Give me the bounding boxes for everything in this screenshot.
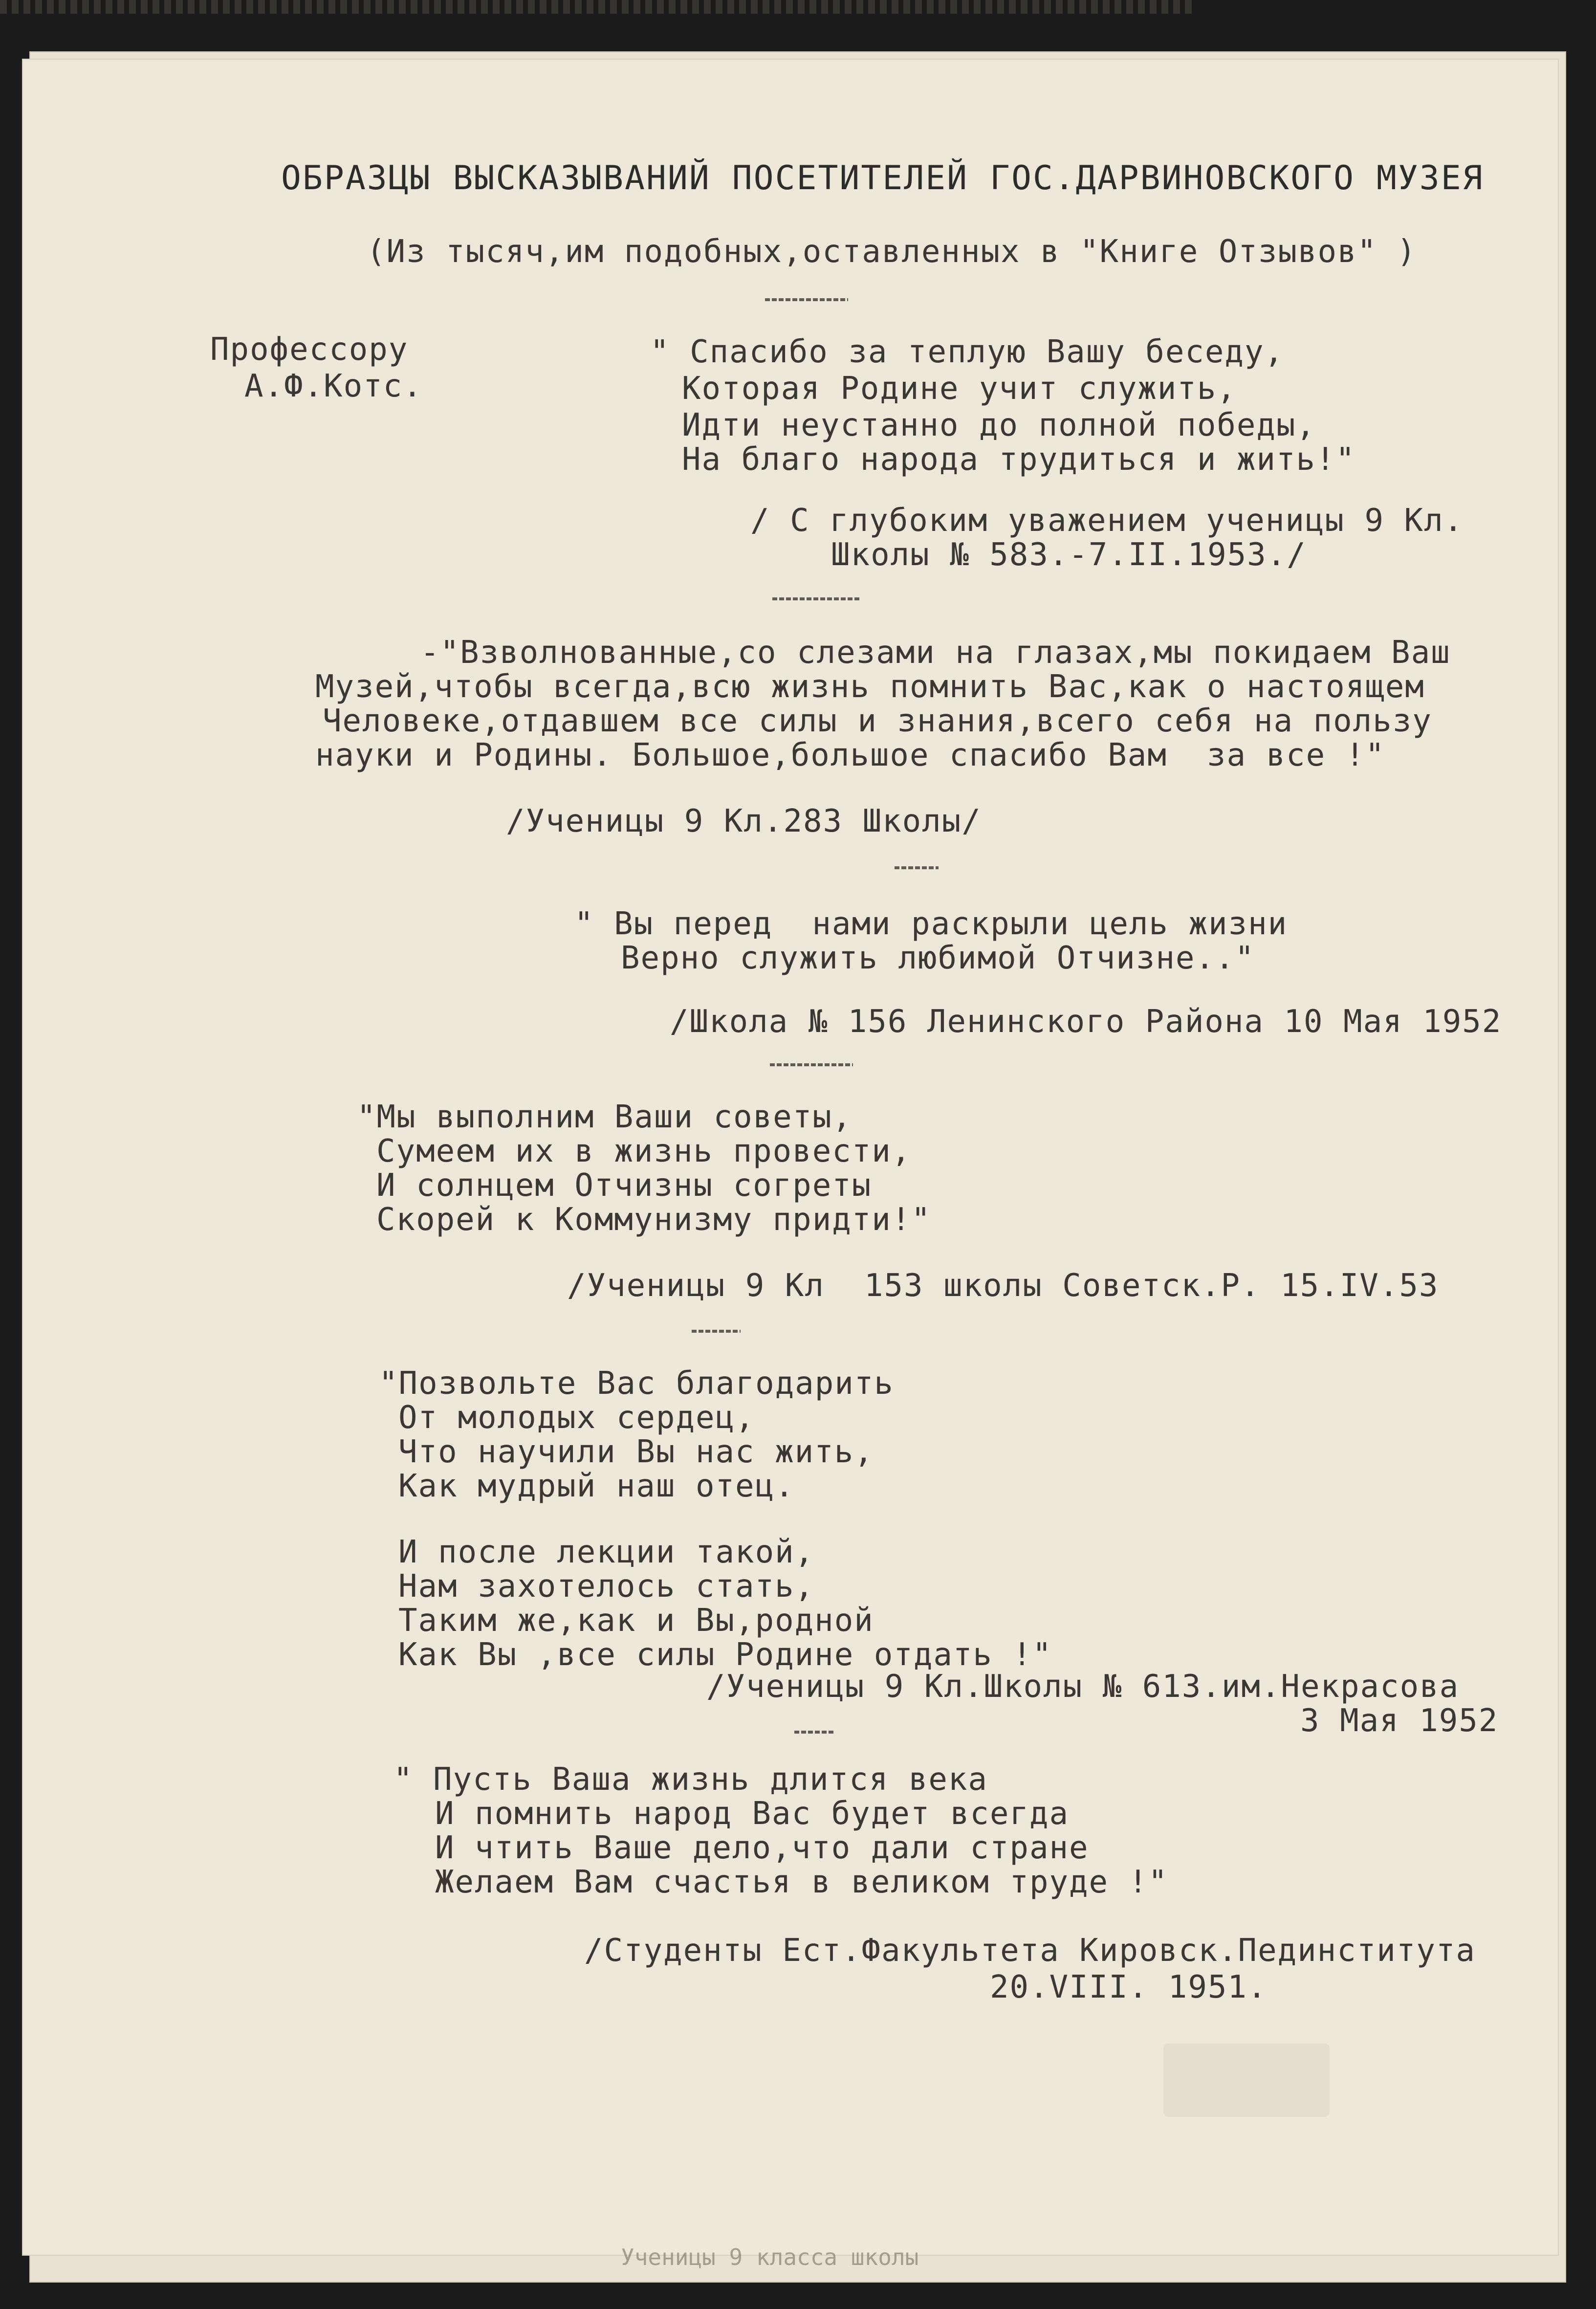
entry-line: "Позвольте Вас благодарить (379, 1365, 894, 1402)
separator (770, 1063, 853, 1066)
entry-signature: Школы № 583.-7.II.1953./ (831, 537, 1307, 573)
entry-line: Скорей к Коммунизму придти!" (376, 1202, 931, 1238)
bleed-through-text: Ученицы 9 класса школы (621, 2244, 919, 2270)
entry-line: И солнцем Отчизны согреты (376, 1167, 872, 1204)
entry-line: Желаем Вам счастья в великом труде !" (435, 1864, 1168, 1900)
entry-line: "Мы выполним Ваши советы, (357, 1099, 853, 1135)
entry-line: " Спасибо за теплую Вашу беседу, (650, 334, 1284, 370)
entry-line: науки и Родины. Большое,большое спасибо Вам за все !" (315, 737, 1385, 773)
entry-line: Таким же,как и Вы,родной (398, 1603, 874, 1639)
entry-line: " Пусть Ваша жизнь длится века (394, 1761, 988, 1798)
entry-line: -"Взволнованные,со слезами на глазах,мы покидаем Ваш (420, 635, 1451, 671)
document-subtitle: (Из тысяч,им подобных,оставленных в "Книге Отзывов" ) (367, 234, 1417, 270)
entry-line: Которая Родине учит служить, (682, 371, 1237, 407)
separator (794, 1731, 833, 1734)
entry-line: Человеке,отдавшем все силы и знания,всего себя на пользу (323, 703, 1432, 739)
entry-line: Верно служить любимой Отчизне.." (621, 940, 1255, 976)
separator (895, 866, 939, 869)
entry-line: И после лекции такой, (398, 1534, 815, 1570)
separator (765, 298, 848, 301)
entry-signature: 3 Мая 1952 (1300, 1703, 1499, 1739)
document-title: ОБРАЗЦЫ ВЫСКАЗЫВАНИЙ ПОСЕТИТЕЛЕЙ ГОС.ДАРВИНОВСКОГО МУЗЕЯ (281, 159, 1484, 198)
faded-stamp (1163, 2044, 1330, 2117)
entry-line: И чтить Ваше дело,что дали стране (435, 1830, 1089, 1866)
entry-signature: /Ученицы 9 Кл.Школы № 613.им.Некрасова (706, 1669, 1460, 1705)
entry-line: И помнить народ Вас будет всегда (435, 1796, 1069, 1832)
entry-line: Как мудрый наш отец. (398, 1468, 795, 1504)
entry-signature: 20.VIII. 1951. (990, 1969, 1268, 2005)
entry-line: Сумеем их в жизнь провести, (376, 1133, 912, 1169)
entry-line: Что научили Вы нас жить, (398, 1434, 874, 1470)
separator (692, 1330, 741, 1333)
entry-line: Идти неустанно до полной победы, (682, 407, 1316, 443)
entry-line: Нам захотелось стать, (398, 1568, 815, 1605)
entry-signature: /Школа № 156 Ленинского Района 10 Мая 1952 (670, 1004, 1502, 1040)
entry-line: От молодых сердец, (398, 1400, 755, 1436)
entry-signature: / С глубоким уважением ученицы 9 Кл. (750, 503, 1464, 539)
entry-signature: /Студенты Ест.Факультета Кировск.Пединститута (584, 1933, 1476, 1969)
entry-line: На благо народа трудиться и жить!" (682, 441, 1356, 478)
entry-signature: /Ученицы 9 Кл 153 школы Советск.Р. 15.IV.53 (567, 1268, 1439, 1304)
title-underline (0, 0, 1193, 14)
entry-line: Музей,чтобы всегда,всю жизнь помнить Вас,как о настоящем (315, 669, 1425, 705)
separator (772, 597, 860, 600)
entry-line: Как Вы ,все силы Родине отдать !" (398, 1637, 1052, 1673)
addressee-line: Профессору (210, 331, 409, 368)
entry-line: " Вы перед нами раскрыли цель жизни (574, 906, 1288, 942)
addressee-line: А.Ф.Котс. (244, 368, 423, 404)
entry-signature: /Ученицы 9 Кл.283 Школы/ (506, 803, 982, 839)
